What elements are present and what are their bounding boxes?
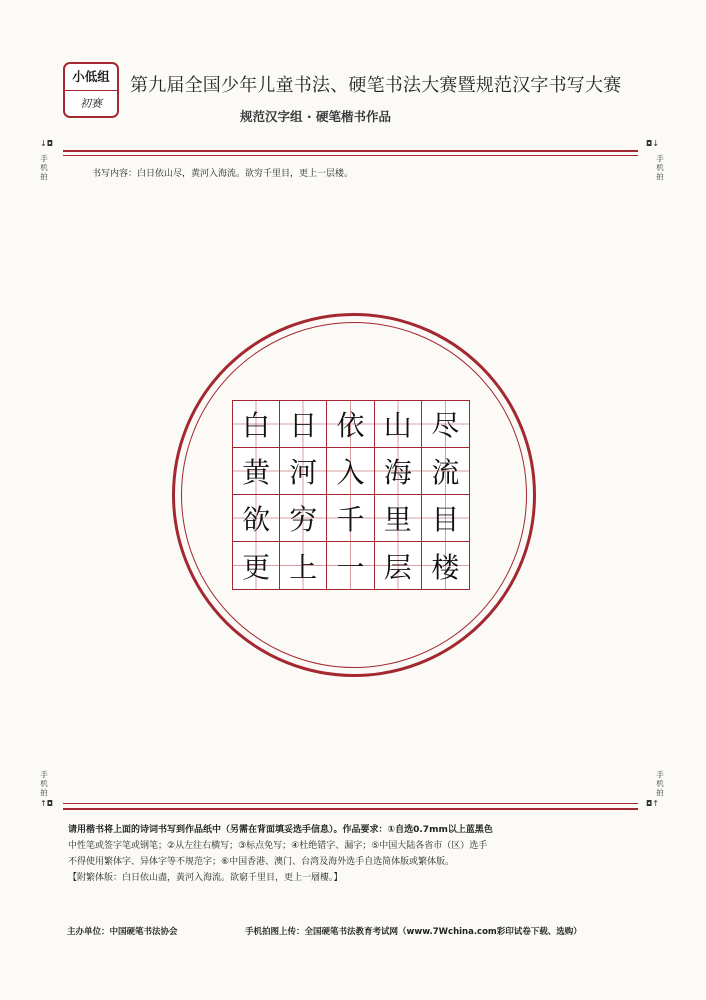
camera-marker-top-right: ◘↓ [646, 139, 660, 148]
badge-round-label: 初赛 [80, 97, 102, 110]
instruction-line: 中性笔或签字笔或钢笔；②从左往右横写；③标点免写；④杜绝错字、漏字；⑤中国大陆各省市（区）选手 [68, 841, 488, 851]
grid-cell: 黄 [233, 448, 280, 495]
side-label-text: 手 机 拍 [656, 154, 664, 181]
writing-content: 书写内容：白日依山尽，黄河入海流。欲穷千里目，更上一层楼。 [92, 169, 354, 179]
category-subtitle: 规范汉字组 · 硬笔楷书作品 [240, 109, 391, 124]
top-divider-thin [63, 155, 638, 156]
grid-cell: 目 [422, 495, 469, 542]
side-label-text: 手 机 拍 [656, 770, 664, 797]
grid-cell: 楼 [422, 542, 469, 589]
instructions-block [68, 822, 643, 886]
upload-info-text: 手机拍图上传：全国硬笔书法教育考试网（www.7Wchina.com彩印试卷下载、选购） [245, 927, 582, 937]
side-label-bottom-right [654, 770, 666, 797]
category-badge [63, 62, 119, 118]
grid-cell: 白 [233, 401, 280, 448]
grid-cell: 层 [375, 542, 422, 589]
badge-group-label: 小低组 [65, 64, 117, 91]
grid-cell: 上 [280, 542, 327, 589]
grid-cell: 尽 [422, 401, 469, 448]
grid-cell: 日 [280, 401, 327, 448]
camera-marker-top-left: ↓◘ [40, 139, 54, 148]
competition-title: 第九届全国少年儿童书法、硬笔书法大赛暨规范汉字书写大赛 [130, 75, 622, 96]
top-divider-thick [63, 150, 638, 152]
side-label-top-right [654, 154, 666, 181]
camera-marker-bottom-right: ◘↑ [646, 799, 660, 808]
side-label-bottom-left [38, 770, 50, 797]
grid-cell: 流 [422, 448, 469, 495]
grid-cell: 一 [327, 542, 374, 589]
grid-cell: 千 [327, 495, 374, 542]
grid-cell: 依 [327, 401, 374, 448]
grid-cell: 海 [375, 448, 422, 495]
organizer-text: 主办单位：中国硬笔书法协会 [67, 927, 178, 937]
side-label-text: 手 机 拍 [40, 770, 48, 797]
character-grid [232, 400, 470, 590]
grid-cell: 穷 [280, 495, 327, 542]
side-label-top-left [38, 154, 50, 181]
grid-cell: 河 [280, 448, 327, 495]
bottom-divider-thick [63, 808, 638, 810]
grid-cell: 里 [375, 495, 422, 542]
grid-cell: 欲 [233, 495, 280, 542]
grid-cell: 入 [327, 448, 374, 495]
camera-marker-bottom-left: ↑◘ [40, 799, 54, 808]
instruction-line: 请用楷书将上面的诗词书写到作品纸中（另需在背面填妥选手信息）。作品要求：①自选0.7mm以上蓝黑色 [68, 825, 493, 835]
instruction-line: 【附繁体版：白日依山盡，黃河入海流。欲窮千里目，更上一層樓。】 [68, 873, 343, 883]
side-label-text: 手 机 拍 [40, 154, 48, 181]
bottom-divider-thin [63, 803, 638, 804]
grid-cell: 更 [233, 542, 280, 589]
instruction-line: 不得使用繁体字、异体字等不规范字；⑥中国香港、澳门、台湾及海外选手自选简体版或繁体版。 [68, 857, 455, 867]
grid-cell: 山 [375, 401, 422, 448]
